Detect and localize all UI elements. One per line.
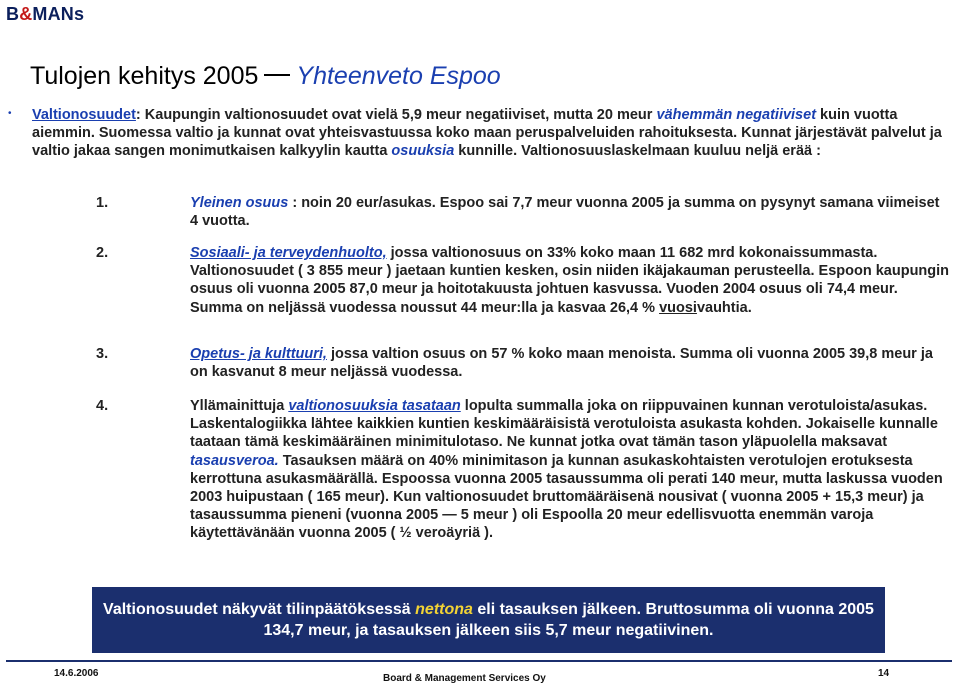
intro-emphasis-1: vähemmän negatiiviset — [656, 107, 817, 123]
title-place: Yhteenveto Espoo — [296, 62, 501, 90]
logo-letter-b: B — [6, 4, 20, 24]
intro-colon: : — [135, 107, 141, 123]
list-item-underline: vuosi — [659, 299, 697, 316]
intro-text-1: Kaupungin valtionosuudet ovat vielä 5,9 meur negatiiviset, mutta 20 meur — [140, 107, 657, 123]
list-item-body-end: Tasauksen määrä on 40% minimitason ja kunnan asukaskohtaisten verotulojen erotuksesta kerrottuna asukasmäärällä. Espoossa vuonna 2005 tasaussumma oli perati 140 meur, mutta laskussa vuoden 2003 huipustaan ( 165 meur). Kun valtionosuudet bruttomääräisenä nousivat ( vuonna 2005 + 15,3 meur) ja tasaussumma pieneni (vuonna 2005 — 5 meur ) oli Espoolla 20 meur edellisvuotta enemmän varoja käytettävänään vuonna 2005 ( ½ veroäyriä ). — [190, 452, 943, 542]
title-dash — [264, 74, 290, 76]
footer-company: Board & Management Services Oy — [383, 673, 546, 684]
list-item-emphasis: Sosiaali- ja terveydenhuolto, — [190, 245, 387, 261]
intro-text-2: kuin vuotta aiemmin. Suomessa valtio ja kunnat ovat yhteisvastuussa koko maan peruspalveluiden rahoituksesta. Kunnat järjestävät palvelut ja valtio jakaa sangen monimutkaisen kalkyylin kautta — [32, 107, 942, 160]
bullet-icon: • — [8, 108, 12, 119]
list-number: 3. — [96, 346, 109, 362]
list-item-body: lopulta summalla joka on riippuvainen kunnan verotuloista/asukas. Laskentalogiikka lähtee kaikkien kuntien keskimääräisistä verotuloista asukasta kohden. Jokaiselle kunnalle taataan tämä keskimääräinen minimitulotaso. Ne kunnat jotka ovat tämän tason yläpuolella maksavat — [190, 398, 938, 451]
list-item-body: jossa valtionosuus on 33% koko maan 11 682 mrd kokonaissummasta. Valtionosuudet ( 3 855 meur ) jaetaan kuntien kesken, osin niiden ikäjakauman perusteella. Espoon kaupungin osuus oli vuonna 2005 87,0 meur ja hoitotakuusta johtuen kasvussa. Vuoden 2004 osuus oli 74,4 meur. Summa on neljässä vuodessa noussut 44 meur:lla ja kasvaa 26,4 % — [190, 245, 950, 316]
list-item-text — [190, 397, 950, 543]
list-item-text — [190, 194, 950, 230]
logo-ampersand: & — [19, 4, 33, 24]
title-main: Tulojen kehitys 2005 — [30, 62, 259, 90]
intro-text-3: kunnille. Valtionosuuslaskelmaan kuuluu neljä erää : — [454, 143, 821, 160]
list-item-prefix: Yllämainittuja — [190, 398, 289, 414]
list-number: 2. — [96, 245, 109, 261]
list-item-text — [190, 345, 950, 381]
list-item-emphasis-2: tasausveroa. — [190, 452, 279, 469]
summary-banner — [92, 587, 885, 653]
banner-highlight: nettona — [415, 601, 473, 618]
slide-title — [30, 62, 501, 91]
company-logo — [6, 4, 84, 25]
page-number: 14 — [878, 668, 890, 679]
list-item-body-end: vauhtia. — [696, 299, 752, 316]
list-item-emphasis: Opetus- ja kulttuuri, — [190, 346, 327, 362]
valtionosuudet-link[interactable]: Valtionosuudet — [32, 107, 136, 123]
list-number: 1. — [96, 195, 109, 211]
list-number: 4. — [96, 398, 109, 414]
list-item-text — [190, 244, 950, 317]
banner-text-2: eli tasauksen jälkeen. Bruttosumma oli vuonna 2005 134,7 meur, ja tasauksen jälkeen siis 5,7 meur negatiivinen. — [263, 601, 874, 639]
intro-paragraph — [32, 106, 944, 161]
list-item-body: : noin 20 eur/asukas. Espoo sai 7,7 meur vuonna 2005 ja summa on pysynyt samana viimeiset 4 vuotta. — [190, 195, 940, 230]
banner-text-1: Valtionosuudet näkyvät tilinpäätöksessä — [103, 601, 416, 618]
footer-date: 14.6.2006 — [54, 668, 99, 679]
list-item-body: jossa valtion osuus on 57 % koko maan menoista. Summa oli vuonna 2005 39,8 meur ja on kasvanut 8 meur neljässä vuodessa. — [190, 346, 933, 381]
footer-divider — [6, 660, 952, 662]
list-item-emphasis: Yleinen osuus — [190, 195, 289, 211]
logo-letters-mans: MANs — [32, 4, 85, 24]
list-item-emphasis: valtionosuuksia tasataan — [288, 398, 461, 414]
intro-emphasis-2: osuuksia — [391, 143, 455, 160]
